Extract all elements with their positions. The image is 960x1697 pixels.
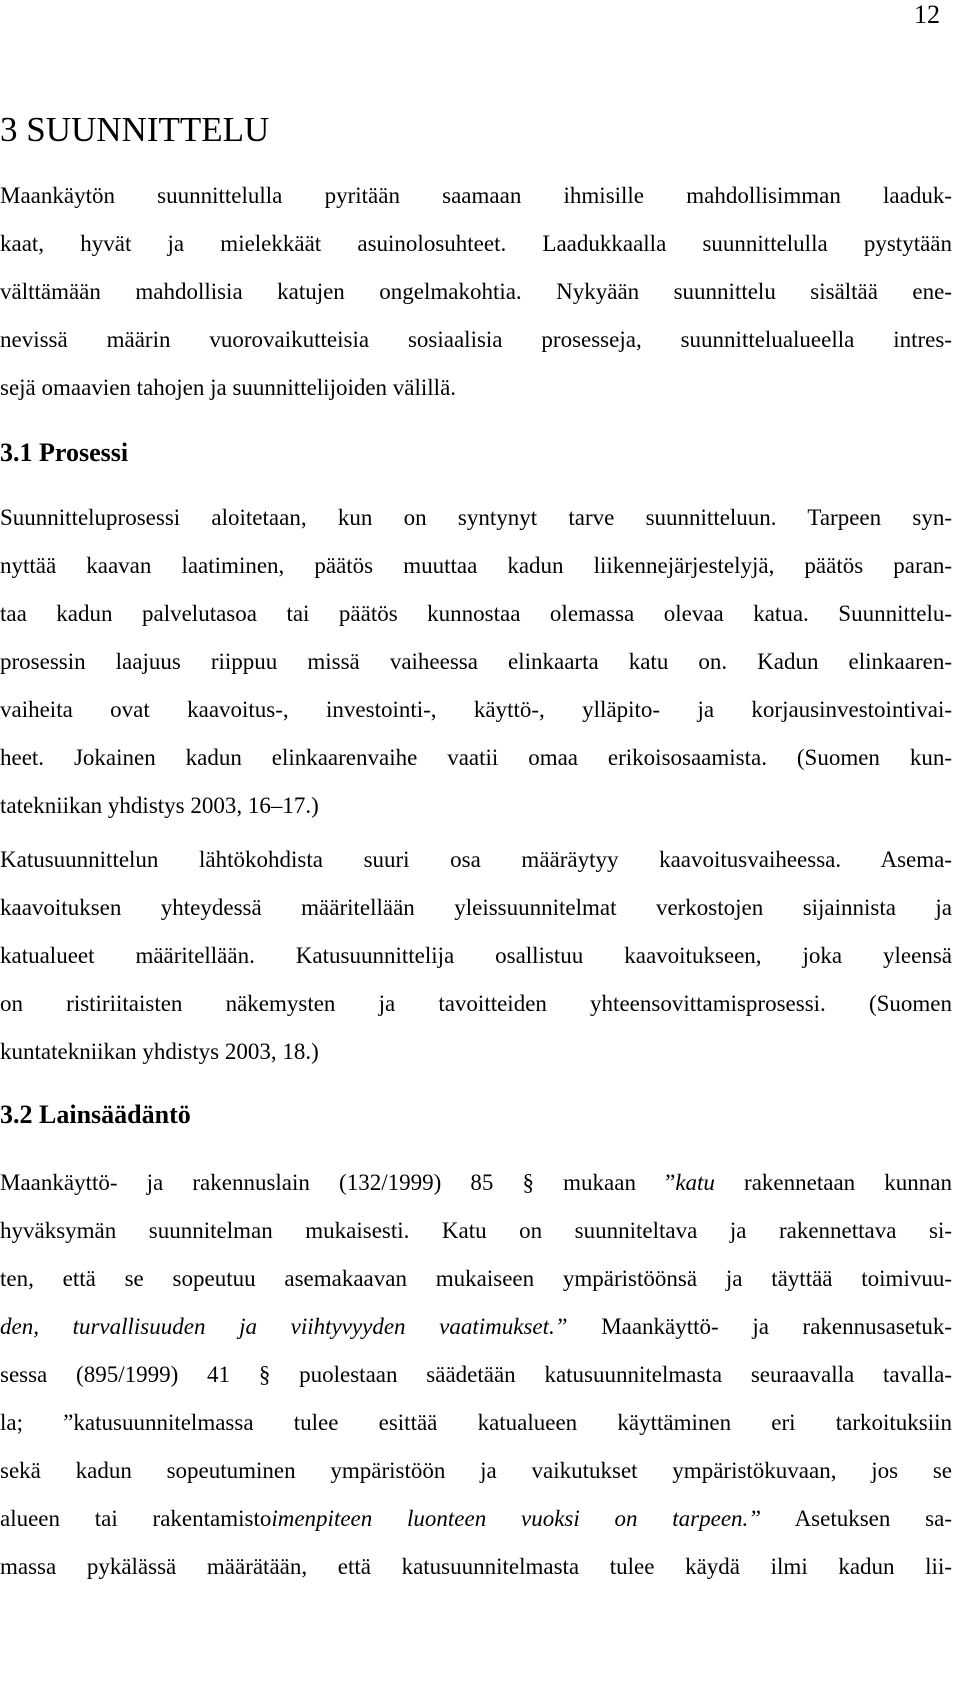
paragraph-legislation [0, 1159, 952, 1591]
text-line: ten, että se sopeutuu asemakaavan mukaiseen ympäristöönsä ja täyttää toimivuu- [0, 1266, 952, 1291]
text-line: kaavoituksen yhteydessä määritellään yleissuunnitelmat verkostojen sijainnista ja [0, 895, 952, 920]
text-line [0, 1303, 952, 1351]
section-heading-3-2: 3.2 Lainsäädäntö [0, 1100, 191, 1129]
text-line: nyttää kaavan laatiminen, päätös muuttaa kadun liikennejärjestelyjä, päätös paran- [0, 553, 952, 578]
chapter-heading: 3 SUUNNITTELU [0, 110, 270, 149]
text-run: Maankäyttö- ja rakennusasetuk- [567, 1314, 953, 1339]
text-line: prosessin laajuus riippuu missä vaiheessa elinkaarta katu on. Kadun elinkaaren- [0, 649, 952, 674]
text-line: hyväksymän suunnitelman mukaisesti. Katu on suunniteltava ja rakennettava si- [0, 1218, 952, 1243]
text-line: Maankäytön suunnittelulla pyritään saamaan ihmisille mahdollisimman laaduk- [0, 183, 952, 208]
paragraph-intro [0, 172, 952, 412]
text-line: on ristiriitaisten näkemysten ja tavoitteiden yhteensovittamisprosessi. (Suomen [0, 991, 952, 1016]
page-number: 12 [914, 0, 940, 29]
text-line: sekä kadun sopeutuminen ympäristöön ja vaikutukset ympäristökuvaan, jos se [0, 1458, 952, 1483]
text-run: rakennetaan kunnan [714, 1170, 952, 1195]
text-line: katualueet määritellään. Katusuunnittelija osallistuu kaavoitukseen, joka yleensä [0, 943, 952, 968]
text-line: Katusuunnittelun lähtökohdista suuri osa määräytyy kaavoitusvaiheessa. Asema- [0, 847, 952, 872]
paragraph-planning [0, 836, 952, 1076]
text-line: kaat, hyvät ja mielekkäät asuinolosuhteet. Laadukkaalla suunnittelulla pystytään [0, 231, 952, 256]
italic-text-run: den, turvallisuuden ja viihtyvyyden vaatimukset.” [0, 1314, 568, 1339]
text-run: alueen tai rakentamisto [0, 1506, 272, 1531]
text-line [0, 1159, 952, 1207]
text-line [0, 1495, 952, 1543]
text-line: massa pykälässä määrätään, että katusuunnitelmasta tulee käydä ilmi kadun lii- [0, 1554, 952, 1579]
text-line: välttämään mahdollisia katujen ongelmakohtia. Nykyään suunnittelu sisältää ene- [0, 279, 952, 304]
text-line: sejä omaavien tahojen ja suunnittelijoiden välillä. [0, 375, 457, 400]
text-line: sessa (895/1999) 41 § puolestaan säädetään katusuunnitelmasta seuraavalla tavalla- [0, 1362, 952, 1387]
section-heading-3-1: 3.1 Prosessi [0, 438, 129, 467]
text-line: Suunnitteluprosessi aloitetaan, kun on syntynyt tarve suunnitteluun. Tarpeen syn- [0, 505, 952, 530]
text-line: taa kadun palvelutasoa tai päätös kunnostaa olemassa olevaa katua. Suunnittelu- [0, 601, 952, 626]
text-run: Asetuksen sa- [761, 1506, 952, 1531]
paragraph-process [0, 494, 952, 830]
italic-text-run: katu [675, 1170, 715, 1195]
italic-text-run: imenpiteen luonteen vuoksi on tarpeen.” [271, 1506, 762, 1531]
text-line: tatekniikan yhdistys 2003, 16–17.) [0, 793, 319, 818]
text-line: kuntatekniikan yhdistys 2003, 18.) [0, 1039, 319, 1064]
text-line: heet. Jokainen kadun elinkaarenvaihe vaatii omaa erikoisosaamista. (Suomen kun- [0, 745, 952, 770]
text-line: la; ”katusuunnitelmassa tulee esittää katualueen käyttäminen eri tarkoituksiin [0, 1410, 952, 1435]
text-line: vaiheita ovat kaavoitus-, investointi-, käyttö-, ylläpito- ja korjausinvestointivai- [0, 697, 952, 722]
text-run: Maankäyttö- ja rakennuslain (132/1999) 85 § mukaan ” [0, 1170, 676, 1195]
text-line: nevissä määrin vuorovaikutteisia sosiaalisia prosesseja, suunnittelualueella intres- [0, 327, 952, 352]
